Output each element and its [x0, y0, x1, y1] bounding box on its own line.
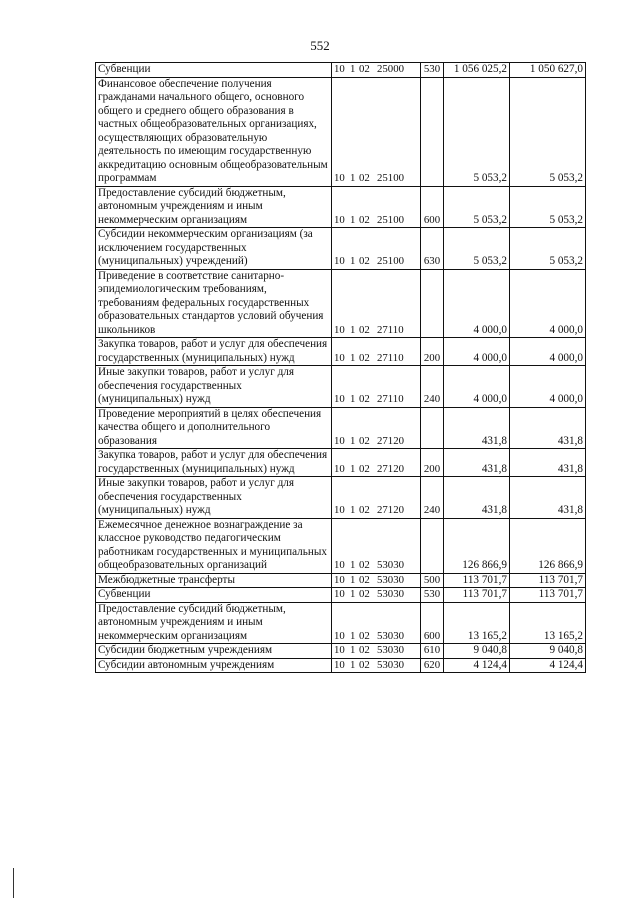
code-part: 27110: [377, 393, 404, 405]
code-part: 02: [359, 63, 370, 75]
table-row: [96, 228, 586, 270]
row-expense-type: [421, 518, 444, 573]
code-part: 1: [350, 629, 356, 642]
code-part: 02: [359, 658, 370, 671]
table-row: [96, 518, 586, 573]
code-part: 02: [359, 629, 370, 642]
budget-table: [95, 62, 586, 673]
code-part: 27120: [377, 462, 404, 475]
code-part: 53030: [377, 588, 404, 600]
table-row: [96, 658, 586, 673]
row-expense-type: 530: [421, 63, 444, 78]
row-code: [332, 77, 421, 186]
row-expense-type: 600: [421, 186, 444, 228]
code-part: 1: [350, 393, 356, 405]
row-amount-2: 4 000,0: [510, 269, 586, 338]
code-part: 1: [350, 504, 356, 516]
row-amount-1: 5 053,2: [444, 77, 510, 186]
row-code: [332, 573, 421, 588]
row-expense-type: 240: [421, 477, 444, 519]
row-amount-2: 431,8: [510, 407, 586, 449]
code-part: 02: [359, 644, 370, 656]
row-expense-type: 200: [421, 338, 444, 366]
row-code: [332, 658, 421, 673]
code-part: 02: [359, 462, 370, 475]
row-name: Ежемесячное денежное вознаграждение за классное руководство педагогическим работникам государственных и муниципальных общеобразовательных организаций: [96, 518, 332, 573]
table-row: [96, 77, 586, 186]
code-part: 10: [334, 658, 345, 671]
code-part: 10: [334, 213, 345, 226]
table-row: [96, 477, 586, 519]
row-expense-type: [421, 77, 444, 186]
table-row: [96, 269, 586, 338]
row-amount-1: 13 165,2: [444, 602, 510, 644]
row-code: [332, 407, 421, 449]
row-amount-1: 126 866,9: [444, 518, 510, 573]
code-part: 10: [334, 255, 345, 267]
row-amount-1: 113 701,7: [444, 588, 510, 603]
row-code: [332, 602, 421, 644]
row-name: Предоставление субсидий бюджетным, автономным учреждениям и иным некоммерческим организациям: [96, 186, 332, 228]
code-part: 02: [359, 434, 370, 447]
code-part: 10: [334, 63, 345, 75]
code-part: 53030: [377, 629, 404, 642]
code-part: 10: [334, 351, 345, 364]
code-part: 27110: [377, 323, 404, 336]
row-name: Субсидии бюджетным учреждениям: [96, 644, 332, 659]
code-part: 10: [334, 462, 345, 475]
margin-mark: [13, 868, 14, 898]
code-part: 10: [334, 629, 345, 642]
code-part: 27120: [377, 434, 404, 447]
row-amount-1: 113 701,7: [444, 573, 510, 588]
row-code: [332, 644, 421, 659]
row-expense-type: 500: [421, 573, 444, 588]
code-part: 1: [350, 658, 356, 671]
row-expense-type: 240: [421, 366, 444, 408]
row-code: [332, 63, 421, 78]
row-amount-2: 9 040,8: [510, 644, 586, 659]
row-expense-type: 610: [421, 644, 444, 659]
code-part: 02: [359, 393, 370, 405]
row-expense-type: 200: [421, 449, 444, 477]
table-row: [96, 338, 586, 366]
code-part: 1: [350, 323, 356, 336]
row-expense-type: [421, 407, 444, 449]
code-part: 1: [350, 462, 356, 475]
code-part: 1: [350, 172, 356, 184]
row-name: Закупка товаров, работ и услуг для обеспечения государственных (муниципальных) нужд: [96, 338, 332, 366]
code-part: 1: [350, 255, 356, 267]
row-amount-2: 5 053,2: [510, 228, 586, 270]
row-name: Приведение в соответствие санитарно-эпидемиологическим требованиям, требованиям федеральных государственных образовательных стандартов условий обучения школьников: [96, 269, 332, 338]
code-part: 27120: [377, 504, 404, 516]
code-part: 02: [359, 323, 370, 336]
row-amount-2: 431,8: [510, 477, 586, 519]
code-part: 02: [359, 172, 370, 184]
row-amount-2: 5 053,2: [510, 186, 586, 228]
row-amount-1: 4 000,0: [444, 366, 510, 408]
row-amount-1: 5 053,2: [444, 228, 510, 270]
row-amount-1: 4 000,0: [444, 269, 510, 338]
row-code: [332, 338, 421, 366]
row-amount-2: 113 701,7: [510, 588, 586, 603]
code-part: 02: [359, 351, 370, 364]
row-code: [332, 588, 421, 603]
row-amount-2: 13 165,2: [510, 602, 586, 644]
table-row: [96, 588, 586, 603]
table-row: [96, 186, 586, 228]
code-part: 02: [359, 573, 370, 586]
row-code: [332, 477, 421, 519]
code-part: 27110: [377, 351, 404, 364]
row-amount-2: 1 050 627,0: [510, 63, 586, 78]
row-name: Субвенции: [96, 63, 332, 78]
row-name: Финансовое обеспечение получения гражданами начального общего, основного общего и среднего общего образования в частных общеобразовательных организациях, осуществляющих образовательную деятельность по имеющим государственную аккредитацию основным общеобразовательным программам: [96, 77, 332, 186]
code-part: 02: [359, 213, 370, 226]
code-part: 53030: [377, 644, 404, 656]
budget-table-body: [96, 63, 586, 673]
row-amount-2: 4 000,0: [510, 366, 586, 408]
code-part: 53030: [377, 559, 404, 571]
code-part: 10: [334, 172, 345, 184]
code-part: 02: [359, 255, 370, 267]
row-expense-type: [421, 269, 444, 338]
page-number: 552: [310, 38, 330, 53]
code-part: 10: [334, 504, 345, 516]
row-code: [332, 228, 421, 270]
code-part: 1: [350, 559, 356, 571]
code-part: 53030: [377, 573, 404, 586]
row-amount-1: 431,8: [444, 407, 510, 449]
code-part: 10: [334, 588, 345, 600]
row-name: Субсидии автономным учреждениям: [96, 658, 332, 673]
row-amount-2: 113 701,7: [510, 573, 586, 588]
table-row: [96, 644, 586, 659]
row-name: Иные закупки товаров, работ и услуг для обеспечения государственных (муниципальных) нужд: [96, 477, 332, 519]
row-code: [332, 269, 421, 338]
row-amount-1: 431,8: [444, 449, 510, 477]
table-row: [96, 366, 586, 408]
code-part: 02: [359, 504, 370, 516]
code-part: 02: [359, 588, 370, 600]
code-part: 25100: [377, 172, 404, 184]
row-code: [332, 186, 421, 228]
code-part: 1: [350, 213, 356, 226]
row-name: Иные закупки товаров, работ и услуг для обеспечения государственных (муниципальных) нужд: [96, 366, 332, 408]
code-part: 1: [350, 588, 356, 600]
row-amount-1: 5 053,2: [444, 186, 510, 228]
code-part: 10: [334, 323, 345, 336]
row-amount-2: 4 124,4: [510, 658, 586, 673]
table-row: [96, 63, 586, 78]
row-name: Проведение мероприятий в целях обеспечения качества общего и дополнительного образования: [96, 407, 332, 449]
code-part: 1: [350, 644, 356, 656]
row-name: Предоставление субсидий бюджетным, автономным учреждениям и иным некоммерческим организациям: [96, 602, 332, 644]
row-expense-type: 630: [421, 228, 444, 270]
row-expense-type: 600: [421, 602, 444, 644]
row-code: [332, 518, 421, 573]
row-name: Субсидии некоммерческим организациям (за исключением государственных (муниципальных) учреждений): [96, 228, 332, 270]
table-row: [96, 449, 586, 477]
code-part: 1: [350, 63, 356, 75]
code-part: 1: [350, 434, 356, 447]
code-part: 10: [334, 393, 345, 405]
row-code: [332, 449, 421, 477]
code-part: 10: [334, 644, 345, 656]
code-part: 10: [334, 573, 345, 586]
code-part: 53030: [377, 658, 404, 671]
row-amount-2: 5 053,2: [510, 77, 586, 186]
code-part: 1: [350, 351, 356, 364]
code-part: 25100: [377, 213, 404, 226]
row-code: [332, 366, 421, 408]
row-amount-1: 4 000,0: [444, 338, 510, 366]
code-part: 10: [334, 434, 345, 447]
table-row: [96, 602, 586, 644]
row-amount-1: 1 056 025,2: [444, 63, 510, 78]
row-amount-2: 126 866,9: [510, 518, 586, 573]
row-expense-type: 530: [421, 588, 444, 603]
row-expense-type: 620: [421, 658, 444, 673]
row-amount-1: 4 124,4: [444, 658, 510, 673]
code-part: 25100: [377, 255, 404, 267]
table-row: [96, 407, 586, 449]
row-amount-2: 4 000,0: [510, 338, 586, 366]
code-part: 10: [334, 559, 345, 571]
code-part: 1: [350, 573, 356, 586]
row-amount-2: 431,8: [510, 449, 586, 477]
row-name: Межбюджетные трансферты: [96, 573, 332, 588]
row-name: Закупка товаров, работ и услуг для обеспечения государственных (муниципальных) нужд: [96, 449, 332, 477]
row-name: Субвенции: [96, 588, 332, 603]
table-row: [96, 573, 586, 588]
row-amount-1: 9 040,8: [444, 644, 510, 659]
row-amount-1: 431,8: [444, 477, 510, 519]
code-part: 25000: [377, 63, 404, 75]
code-part: 02: [359, 559, 370, 571]
